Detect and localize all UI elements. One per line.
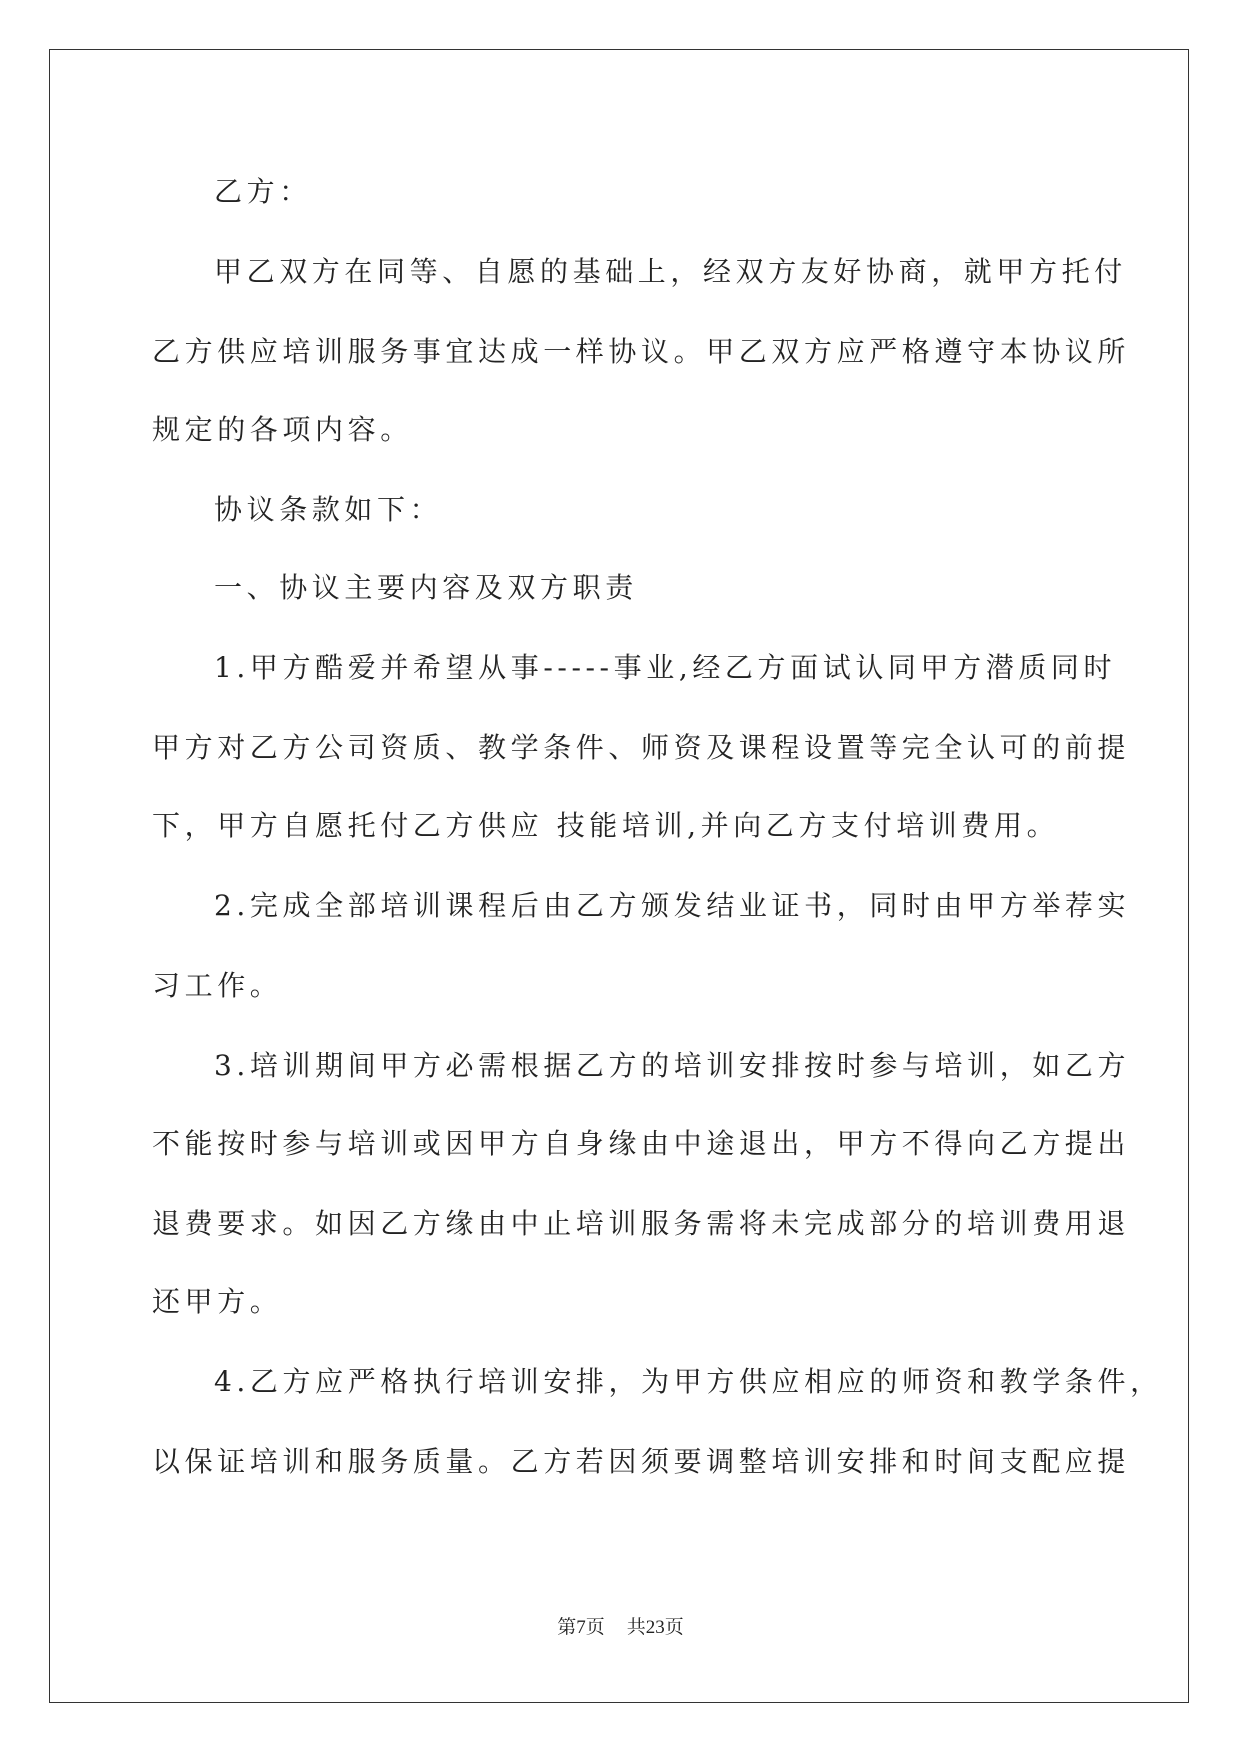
clause-3-line: 不能按时参与培训或因甲方自身缘由中途退出，甲方不得向乙方提出 (152, 1127, 1131, 1160)
clause-2-line: 习工作。 (152, 969, 283, 1002)
clause-2-line: 2.完成全部培训课程后由乙方颁发结业证书，同时由甲方举荐实 (214, 889, 1131, 922)
paragraph-line: 规定的各项内容。 (152, 413, 413, 446)
clause-3-line: 退费要求。如因乙方缘由中止培训服务需将未完成部分的培训费用退 (152, 1207, 1131, 1240)
paragraph-line: 乙方供应培训服务事宜达成一样协议。甲乙双方应严格遵守本协议所 (152, 335, 1131, 368)
paragraph-line: 甲乙双方在同等、自愿的基础上，经双方友好协商，就甲方托付 (214, 255, 1127, 288)
page-footer (0, 1616, 1241, 1640)
section-heading: 一、协议主要内容及双方职责 (214, 571, 638, 604)
clause-4-line: 4.乙方应严格执行培训安排，为甲方供应相应的师资和教学条件， (214, 1365, 1163, 1398)
page-total: 共23页 (626, 1617, 684, 1638)
clause-1-line: 下，甲方自愿托付乙方供应 技能培训,并向乙方支付培训费用。 (152, 809, 1060, 842)
clause-3-line: 3.培训期间甲方必需根据乙方的培训安排按时参与培训，如乙方 (214, 1049, 1131, 1082)
clause-4-line: 以保证培训和服务质量。乙方若因须要调整培训安排和时间支配应提 (152, 1445, 1131, 1478)
clause-1-line: 1.甲方酷爱并希望从事-----事业,经乙方面试认同甲方潜质同时 (214, 651, 1117, 684)
clause-1-line: 甲方对乙方公司资质、教学条件、师资及课程设置等完全认可的前提 (152, 731, 1131, 764)
party-b-label: 乙方： (214, 175, 312, 208)
section-intro: 协议条款如下： (214, 493, 443, 526)
clause-3-line: 还甲方。 (152, 1285, 283, 1318)
page-number: 第7页 (557, 1617, 605, 1638)
